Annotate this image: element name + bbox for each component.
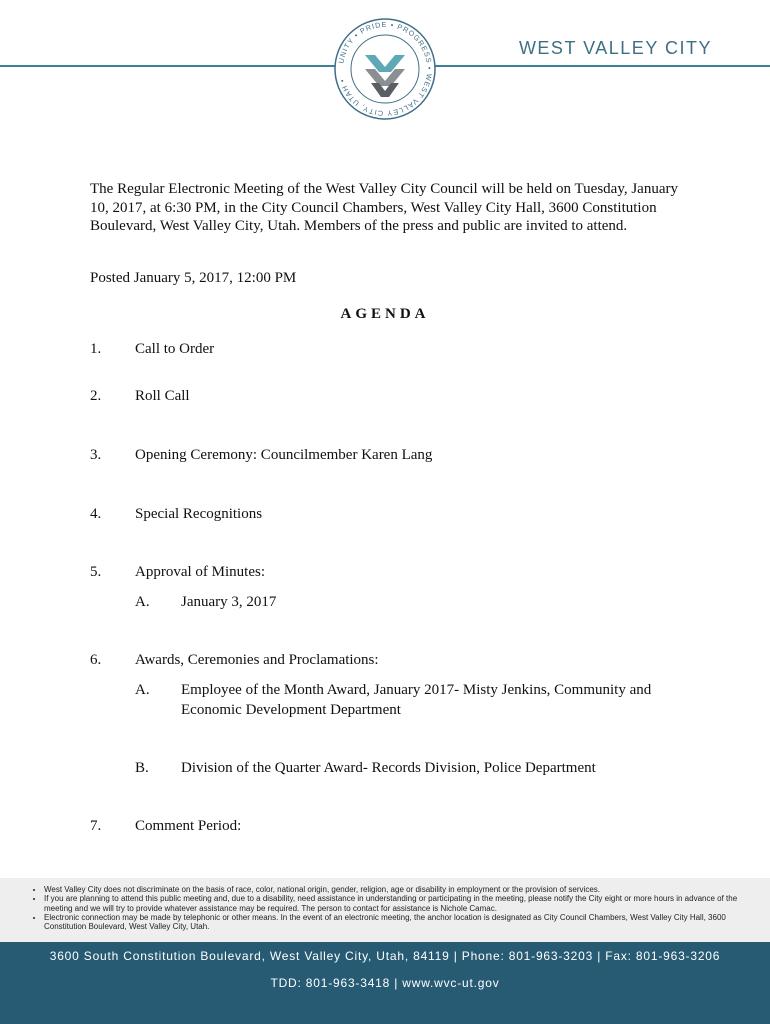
- meeting-intro: The Regular Electronic Meeting of the West Valley City Council will be held on Tuesday, January 10, 2017, at 6:30 PM, in the City Council Chambers, West Valley City Hall, 3600 Constitution Boulevard, West Valley City, Utah. Members of the press and public are invited to attend.: [90, 181, 678, 234]
- agenda-item-opening-ceremony: Opening Ceremony: Councilmember Karen Lang: [135, 447, 433, 463]
- sub-item-division-of-quarter: Division of the Quarter Award- Records Division, Police Department: [181, 760, 596, 776]
- notice-accessibility: • If you are planning to attend this public meeting and, due to a disability, need assistance in understanding or participating in the meeting, please notify the City eight or more hours in advance of the meeting and we will try to provide whatever assistance may be required. The person to contact for assistance is Nichole Camac.: [44, 894, 750, 913]
- notice-box: [0, 878, 770, 942]
- sub-item-minutes-date: January 3, 2017: [181, 594, 277, 610]
- agenda-item-number: 7.: [90, 818, 102, 834]
- agenda-item-awards: Awards, Ceremonies and Proclamations:: [135, 652, 379, 668]
- posted-date: Posted January 5, 2017, 12:00 PM: [90, 270, 297, 286]
- header-rule-right: [428, 65, 770, 67]
- city-seal-logo: [333, 17, 437, 121]
- sub-item-employee-of-month: Employee of the Month Award, January 2017- Misty Jenkins, Community and Economic Development Department: [181, 682, 652, 718]
- agenda-item-special-recognitions: Special Recognitions: [135, 506, 263, 522]
- sub-item-letter: A.: [135, 594, 150, 610]
- agenda-item-number: 5.: [90, 564, 102, 580]
- sub-item-letter: A.: [135, 682, 150, 698]
- svg-text:UNITY • PRIDE • PROGRESS • WES: UNITY • PRIDE • PROGRESS • WEST VALLEY CITY, UTAH •: [336, 19, 435, 119]
- agenda-item-number: 3.: [90, 447, 102, 463]
- agenda-item-number: 2.: [90, 388, 102, 404]
- notice-electronic-meeting: • Electronic connection may be made by telephonic or other means. In the event of an electronic meeting, the anchor location is designated as City Council Chambers, West Valley City Hall, 3600 Constitution Boulevard, West Valley City, Utah.: [44, 913, 750, 932]
- agenda-item-roll-call: Roll Call: [135, 388, 190, 404]
- footer-bar: [0, 942, 770, 1024]
- footer-address: 3600 South Constitution Boulevard, West Valley City, Utah, 84119 | Phone: 801-963-3203 | Fax: 801-963-3206: [49, 949, 721, 963]
- agenda-item-approval-of-minutes: Approval of Minutes:: [135, 564, 265, 580]
- agenda-item-number: 4.: [90, 506, 102, 522]
- city-name-wordmark: WEST VALLEY CITY: [518, 38, 712, 58]
- footer-contact: TDD: 801-963-3418 | www.wvc-ut.gov: [270, 976, 500, 990]
- agenda-item-number: 6.: [90, 652, 102, 668]
- agenda-item-comment-period: Comment Period:: [135, 818, 242, 834]
- agenda-item-call-to-order: Call to Order: [135, 341, 215, 357]
- notice-nondiscrimination: • West Valley City does not discriminate on the basis of race, color, national origin, gender, religion, age or disability in employment or the provision of services.: [44, 885, 750, 894]
- header-rule-left: [0, 65, 342, 67]
- agenda-item-number: 1.: [90, 341, 102, 357]
- agenda-title: AGENDA: [340, 306, 430, 322]
- sub-item-letter: B.: [135, 760, 149, 776]
